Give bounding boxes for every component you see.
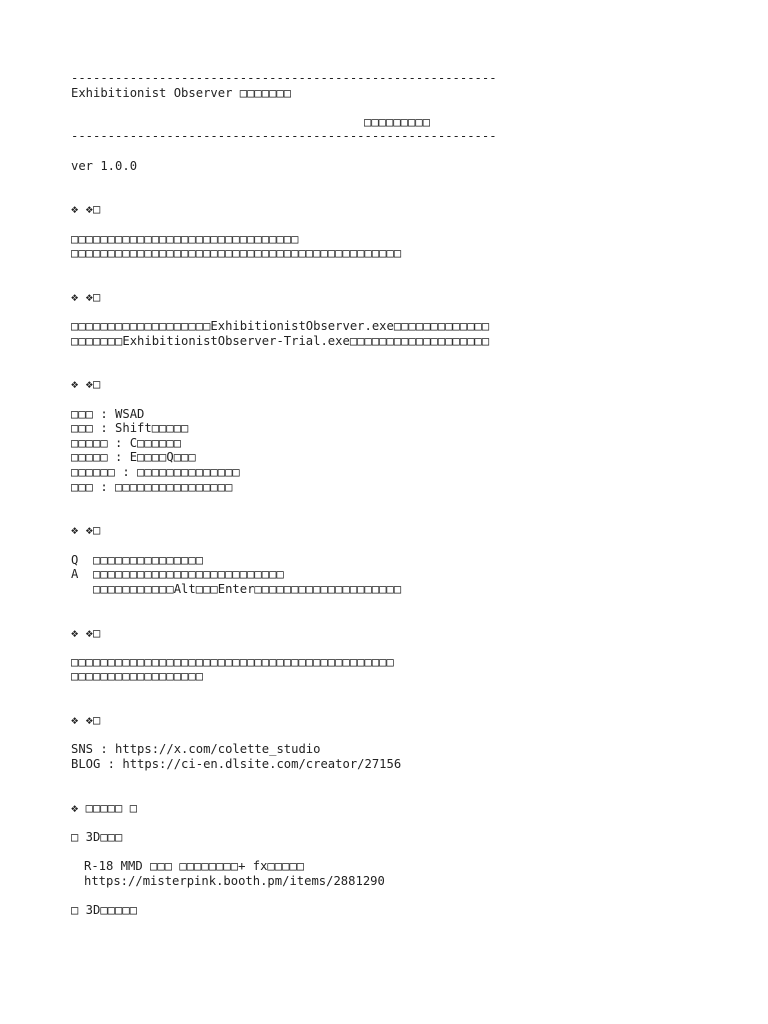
faq-answer-cont: □□□□□□□□□□□Alt□□□Enter□□□□□□□□□□□□□□□□□□□□ (71, 581, 402, 596)
credit-item-link[interactable]: https://misterpink.booth.pm/items/2881290 (84, 873, 385, 888)
control-line: □□□□□□ : □□□□□□□□□□□□□□ (71, 465, 240, 480)
credit-item-description: R-18 MMD □□□ □□□□□□□□+ fx□□□□□ (84, 859, 305, 874)
section-heading: ❖ ❖□ (71, 202, 101, 217)
section-heading: ❖ ❖□ (71, 523, 101, 538)
section-line: □□□□□□□□□□□□□□□□□□□□□□□□□□□□□□□□□□□□□□□□□□□□ (71, 654, 394, 669)
control-line: □□□ : □□□□□□□□□□□□□□□□ (71, 479, 233, 494)
section-line: □□□□□□□□□□□□□□□□□□□□□□□□□□□□□□□□□□□□□□□□□□□□□ (71, 246, 402, 261)
section-heading: ❖ ❖□ (71, 289, 101, 304)
faq-question: Q □□□□□□□□□□□□□□□ (71, 552, 204, 567)
blog-link-line[interactable]: BLOG : https://ci-en.dlsite.com/creator/27156 (71, 756, 402, 771)
section-line: □□□□□□□□□□□□□□□□□□ (71, 669, 204, 684)
document-title: Exhibitionist Observer □□□□□□□ (71, 85, 292, 100)
rule-bottom: ---------------------------------------------------------- (71, 129, 497, 144)
sns-link-line[interactable]: SNS : https://x.com/colette_studio (71, 742, 321, 757)
control-line: □□□□□ : C□□□□□□ (71, 435, 182, 450)
credit-item-title: □ 3D□□□ (71, 829, 123, 844)
section-line: □□□□□□□□□□□□□□□□□□□□□□□□□□□□□□□ (71, 231, 299, 246)
control-line: □□□ : Shift□□□□□ (71, 421, 189, 436)
control-line: □□□□□ : E□□□□Q□□□ (71, 450, 196, 465)
control-line: □□□ : WSAD (71, 406, 145, 421)
section-line: □□□□□□□ExhibitionistObserver-Trial.exe□□□□□□□□□□□□□□□□□□□ (71, 333, 490, 348)
readme-document (71, 71, 751, 917)
faq-answer: A □□□□□□□□□□□□□□□□□□□□□□□□□□ (71, 567, 284, 582)
rule-top: ---------------------------------------------------------- (71, 71, 497, 85)
credit-item-title: □ 3D□□□□□ (71, 902, 138, 917)
document-subtitle: □□□□□□□□□ (364, 114, 431, 129)
section-heading: ❖ ❖□ (71, 377, 101, 392)
section-heading: ❖ ❖□ (71, 625, 101, 640)
section-line: □□□□□□□□□□□□□□□□□□□ExhibitionistObserver.exe□□□□□□□□□□□□□ (71, 319, 490, 334)
credits-heading: ❖ □□□□□ □ (71, 800, 138, 815)
version-label: ver 1.0.0 (71, 158, 138, 173)
section-heading: ❖ ❖□ (71, 713, 101, 728)
